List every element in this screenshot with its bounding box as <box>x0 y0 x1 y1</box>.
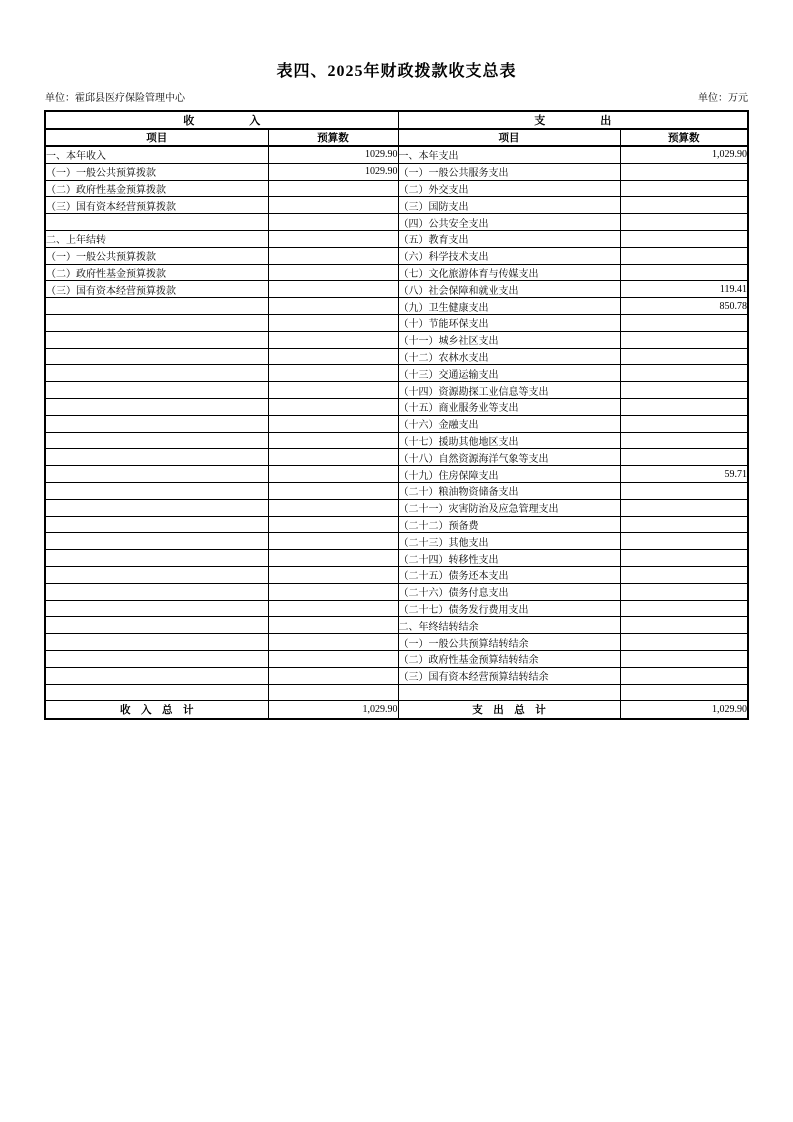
table-row <box>45 466 748 483</box>
table-footer <box>45 701 748 720</box>
income-value-cell <box>268 432 398 449</box>
income-item-cell <box>45 566 268 583</box>
income-item-cell: 一、本年收入 <box>45 146 268 163</box>
income-value-cell <box>268 617 398 634</box>
expense-value-cell <box>620 482 748 499</box>
income-value-cell <box>268 533 398 550</box>
income-value-cell <box>268 566 398 583</box>
income-item-cell: （二）政府性基金预算拨款 <box>45 180 268 197</box>
income-item-cell <box>45 314 268 331</box>
income-value-cell <box>268 382 398 399</box>
income-item-cell <box>45 684 268 701</box>
table-row <box>45 533 748 550</box>
expense-item-cell: （十）节能环保支出 <box>398 314 620 331</box>
table-row <box>45 264 748 281</box>
table-row <box>45 634 748 651</box>
table-row <box>45 600 748 617</box>
income-item-cell <box>45 650 268 667</box>
expense-item-cell: （十三）交通运输支出 <box>398 365 620 382</box>
table-row <box>45 550 748 567</box>
expense-item-cell: （十五）商业服务业等支出 <box>398 398 620 415</box>
expense-value-cell <box>620 550 748 567</box>
income-item-column-header: 项目 <box>45 129 268 146</box>
expense-item-cell: （二十五）债务还本支出 <box>398 566 620 583</box>
expense-item-cell: （十二）农林水支出 <box>398 348 620 365</box>
table-row <box>45 667 748 684</box>
table-row <box>45 398 748 415</box>
income-value-cell <box>268 331 398 348</box>
income-value-cell <box>268 214 398 231</box>
table-row <box>45 583 748 600</box>
income-value-cell <box>268 499 398 516</box>
expense-value-cell <box>620 314 748 331</box>
table-row <box>45 684 748 701</box>
income-item-cell: （一）一般公共预算拨款 <box>45 163 268 180</box>
expense-value-cell <box>620 331 748 348</box>
expense-section-header: 支 出 <box>398 111 748 129</box>
income-item-cell <box>45 432 268 449</box>
income-value-cell <box>268 281 398 298</box>
income-value-cell <box>268 314 398 331</box>
table-row <box>45 617 748 634</box>
income-item-cell: （一）一般公共预算拨款 <box>45 247 268 264</box>
income-item-cell: （三）国有资本经营预算拨款 <box>45 197 268 214</box>
income-item-cell <box>45 583 268 600</box>
page-title: 表四、2025年财政拨款收支总表 <box>276 63 517 80</box>
income-item-cell <box>45 214 268 231</box>
expense-item-cell: （二十）粮油物资储备支出 <box>398 482 620 499</box>
income-total-value: 1,029.90 <box>268 701 398 720</box>
table-header <box>45 111 748 146</box>
expense-value-cell <box>620 650 748 667</box>
expense-value-cell <box>620 365 748 382</box>
income-section-header: 收 入 <box>45 111 398 129</box>
expense-item-column-header: 项目 <box>398 129 620 146</box>
section-header-row <box>45 111 748 129</box>
income-value-cell <box>268 264 398 281</box>
unit-right-label: 单位：万元 <box>698 93 748 104</box>
expense-item-cell: 一、本年支出 <box>398 146 620 163</box>
table-row <box>45 230 748 247</box>
expense-value-cell <box>620 533 748 550</box>
income-item-cell <box>45 415 268 432</box>
expense-value-cell <box>620 583 748 600</box>
income-item-cell <box>45 634 268 651</box>
expense-total-label: 支 出 总 计 <box>398 701 620 720</box>
expense-item-cell: （九）卫生健康支出 <box>398 298 620 315</box>
expense-budget-column-header: 预算数 <box>620 129 748 146</box>
expense-item-cell: （十七）援助其他地区支出 <box>398 432 620 449</box>
income-value-cell <box>268 634 398 651</box>
income-value-cell <box>268 667 398 684</box>
expense-item-cell: （五）教育支出 <box>398 230 620 247</box>
table-row <box>45 499 748 516</box>
expense-value-cell <box>620 432 748 449</box>
expense-value-cell <box>620 382 748 399</box>
budget-table <box>44 110 749 720</box>
income-item-cell <box>45 298 268 315</box>
income-value-cell <box>268 466 398 483</box>
expense-item-cell: （三）国防支出 <box>398 197 620 214</box>
expense-item-cell: （二）政府性基金预算结转结余 <box>398 650 620 667</box>
income-value-cell <box>268 516 398 533</box>
income-item-cell <box>45 331 268 348</box>
income-item-cell <box>45 449 268 466</box>
expense-value-cell <box>620 247 748 264</box>
income-item-cell: （三）国有资本经营预算拨款 <box>45 281 268 298</box>
expense-value-cell: 59.71 <box>620 466 748 483</box>
expense-value-cell <box>620 230 748 247</box>
income-value-cell <box>268 365 398 382</box>
expense-value-cell: 1,029.90 <box>620 146 748 163</box>
income-item-cell <box>45 516 268 533</box>
expense-item-cell: （一）一般公共预算结转结余 <box>398 634 620 651</box>
expense-value-cell <box>620 214 748 231</box>
income-value-cell <box>268 583 398 600</box>
expense-value-cell <box>620 415 748 432</box>
income-item-cell <box>45 499 268 516</box>
expense-item-cell <box>398 684 620 701</box>
expense-value-cell <box>620 667 748 684</box>
income-value-cell <box>268 684 398 701</box>
income-value-cell <box>268 247 398 264</box>
income-item-cell: 二、上年结转 <box>45 230 268 247</box>
expense-item-cell: （二十六）债务付息支出 <box>398 583 620 600</box>
table-row <box>45 298 748 315</box>
table-row <box>45 650 748 667</box>
income-item-cell: （二）政府性基金预算拨款 <box>45 264 268 281</box>
table-row <box>45 331 748 348</box>
table-row <box>45 281 748 298</box>
expense-item-cell: （七）文化旅游体育与传媒支出 <box>398 264 620 281</box>
income-value-cell: 1029.90 <box>268 146 398 163</box>
table-row <box>45 180 748 197</box>
income-item-cell <box>45 667 268 684</box>
expense-value-cell <box>620 197 748 214</box>
expense-value-cell <box>620 180 748 197</box>
expense-value-cell <box>620 566 748 583</box>
expense-item-cell: （二十四）转移性支出 <box>398 550 620 567</box>
table-row <box>45 516 748 533</box>
income-value-cell: 1029.90 <box>268 163 398 180</box>
table-row <box>45 314 748 331</box>
expense-item-cell: （二十七）债务发行费用支出 <box>398 600 620 617</box>
expense-item-cell: （二）外交支出 <box>398 180 620 197</box>
income-item-cell <box>45 382 268 399</box>
table-row <box>45 163 748 180</box>
table-row <box>45 432 748 449</box>
total-row <box>45 701 748 720</box>
income-item-cell <box>45 550 268 567</box>
expense-item-cell: （三）国有资本经营预算结转结余 <box>398 667 620 684</box>
table-row <box>45 482 748 499</box>
table-row <box>45 247 748 264</box>
expense-item-cell: （十四）资源勘探工业信息等支出 <box>398 382 620 399</box>
income-total-label: 收 入 总 计 <box>45 701 268 720</box>
expense-item-cell: 二、年终结转结余 <box>398 617 620 634</box>
expense-total-value: 1,029.90 <box>620 701 748 720</box>
income-value-cell <box>268 600 398 617</box>
table-row <box>45 365 748 382</box>
expense-item-cell: （二十二）预备费 <box>398 516 620 533</box>
table-row <box>45 197 748 214</box>
expense-item-cell: （十八）自然资源海洋气象等支出 <box>398 449 620 466</box>
income-value-cell <box>268 550 398 567</box>
expense-value-cell <box>620 684 748 701</box>
income-item-cell <box>45 482 268 499</box>
expense-item-cell: （四）公共安全支出 <box>398 214 620 231</box>
income-item-cell <box>45 600 268 617</box>
expense-item-cell: （十六）金融支出 <box>398 415 620 432</box>
expense-value-cell <box>620 398 748 415</box>
table-row <box>45 449 748 466</box>
income-item-cell <box>45 348 268 365</box>
expense-value-cell <box>620 516 748 533</box>
expense-value-cell <box>620 499 748 516</box>
income-item-cell <box>45 398 268 415</box>
income-value-cell <box>268 650 398 667</box>
income-item-cell <box>45 365 268 382</box>
expense-value-cell: 850.78 <box>620 298 748 315</box>
unit-left-label: 单位：霍邱县医疗保险管理中心 <box>45 93 185 104</box>
table-row <box>45 415 748 432</box>
expense-value-cell: 119.41 <box>620 281 748 298</box>
table-row <box>45 566 748 583</box>
income-value-cell <box>268 449 398 466</box>
income-value-cell <box>268 398 398 415</box>
income-value-cell <box>268 415 398 432</box>
income-value-cell <box>268 230 398 247</box>
unit-row <box>45 93 748 105</box>
expense-item-cell: （二十一）灾害防治及应急管理支出 <box>398 499 620 516</box>
expense-item-cell: （八）社会保障和就业支出 <box>398 281 620 298</box>
expense-value-cell <box>620 348 748 365</box>
income-value-cell <box>268 197 398 214</box>
expense-value-cell <box>620 617 748 634</box>
income-budget-column-header: 预算数 <box>268 129 398 146</box>
expense-value-cell <box>620 163 748 180</box>
expense-value-cell <box>620 264 748 281</box>
expense-item-cell: （六）科学技术支出 <box>398 247 620 264</box>
table-row <box>45 382 748 399</box>
expense-value-cell <box>620 449 748 466</box>
income-item-cell <box>45 533 268 550</box>
income-value-cell <box>268 482 398 499</box>
expense-value-cell <box>620 634 748 651</box>
table-row <box>45 146 748 163</box>
expense-item-cell: （二十三）其他支出 <box>398 533 620 550</box>
income-value-cell <box>268 298 398 315</box>
expense-item-cell: （一）一般公共服务支出 <box>398 163 620 180</box>
income-item-cell <box>45 617 268 634</box>
table-row <box>45 348 748 365</box>
table-body <box>45 146 748 701</box>
column-header-row <box>45 129 748 146</box>
income-value-cell <box>268 180 398 197</box>
expense-value-cell <box>620 600 748 617</box>
income-item-cell <box>45 466 268 483</box>
expense-item-cell: （十九）住房保障支出 <box>398 466 620 483</box>
expense-item-cell: （十一）城乡社区支出 <box>398 331 620 348</box>
income-value-cell <box>268 348 398 365</box>
table-row <box>45 214 748 231</box>
